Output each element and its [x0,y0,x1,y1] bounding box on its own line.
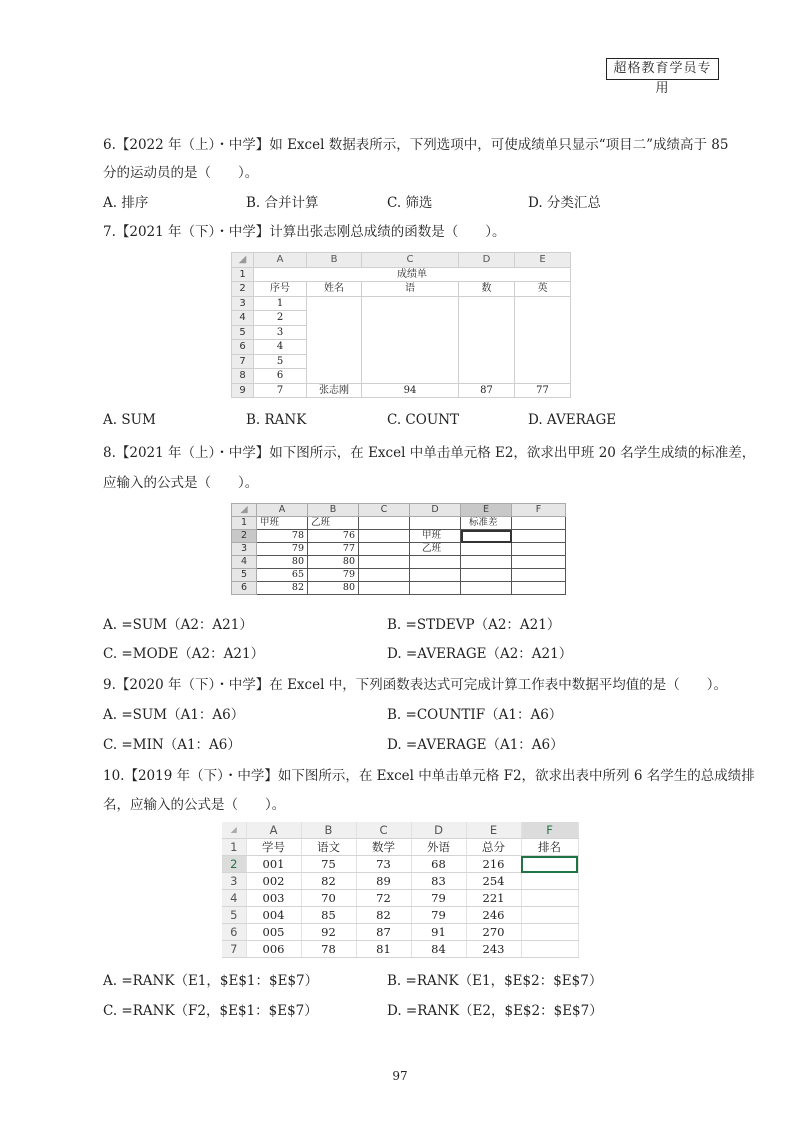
cell: 姓名 [307,282,362,297]
cell [512,543,566,556]
cell: 79 [308,569,359,582]
table-row [232,267,571,282]
table-row [222,941,578,958]
row-number: 4 [232,311,254,326]
cell: 002 [246,873,301,890]
cell [359,556,410,569]
cell [410,582,461,595]
col-header-c: C [356,822,411,839]
cell [521,890,578,907]
table-row [232,582,566,595]
cell: 72 [356,890,411,907]
cell: 003 [246,890,301,907]
col-header-f: F [512,504,566,517]
cell: 7 [254,383,307,398]
cell: 80 [257,556,308,569]
cell: 总分 [466,839,521,856]
q10-option-d: D. =RANK（E2，$E$2：$E$7） [387,1003,603,1019]
cell: 甲班 [410,530,461,543]
cell: 3 [254,325,307,340]
q6-option-d: D. 分类汇总 [528,195,601,211]
cell: 语 [362,282,459,297]
row-number: 3 [232,296,254,311]
cell [461,569,512,582]
cell: 乙班 [410,543,461,556]
cell: 221 [466,890,521,907]
cell [512,517,566,530]
row-number: 1 [232,517,257,530]
column-header-row [232,253,571,268]
q10-option-c: C. =RANK（F2，$E$1：$E$7） [103,1003,318,1019]
q7-option-c: C. COUNT [387,412,460,428]
q6-text-line2: 分的运动员的是（ ）。 [103,165,259,181]
row-number: 1 [232,267,254,282]
row-number: 7 [222,941,246,958]
col-header-d: D [410,504,461,517]
row-number: 5 [232,325,254,340]
table-row [232,543,566,556]
cell [410,556,461,569]
cell: 79 [257,543,308,556]
cell: 005 [246,924,301,941]
cell: 79 [411,890,466,907]
col-header-e: E [461,504,512,517]
cell: 270 [466,924,521,941]
q10-option-a: A. =RANK（E1，$E$1：$E$7） [103,973,319,989]
row-number: 3 [222,873,246,890]
cell: 张志刚 [307,383,362,398]
cell [359,517,410,530]
cell: 语文 [301,839,356,856]
q9-option-c: C. =MIN（A1：A6） [103,737,241,753]
cell: 83 [411,873,466,890]
cell: 76 [308,530,359,543]
q7-spreadsheet [231,252,571,398]
q6-text-line1: 6.【2022 年（上）・中学】如 Excel 数据表所示，下列选项中，可使成绩单只显示“项目二”成绩高于 85 [103,137,729,153]
cell: 87 [356,924,411,941]
col-header-a: A [257,504,308,517]
cell: 77 [308,543,359,556]
cell: 89 [356,873,411,890]
row-number: 2 [222,856,246,873]
table-row [222,890,578,907]
q9-option-a: A. =SUM（A1：A6） [103,707,245,723]
cell: 4 [254,340,307,355]
cell: 87 [459,383,515,398]
col-header-a: A [246,822,301,839]
table-title: 成绩单 [254,267,571,282]
cell: 79 [411,907,466,924]
cell [307,296,362,383]
cell [512,556,566,569]
q8-spreadsheet [231,503,566,595]
cell: 78 [301,941,356,958]
cell: 92 [301,924,356,941]
table-row [232,383,571,398]
cell: 216 [466,856,521,873]
cell [521,873,578,890]
cell [359,569,410,582]
cell [362,296,459,383]
col-header-b: B [301,822,356,839]
corner-cell: ◢ [232,504,257,517]
column-header-row [232,504,566,517]
cell: 排名 [521,839,578,856]
cell: 6 [254,369,307,384]
column-header-row [222,822,578,839]
cell: 94 [362,383,459,398]
table-row [232,282,571,297]
cell: 77 [515,383,571,398]
cell: 82 [301,873,356,890]
active-cell-e2[interactable] [461,530,512,543]
cell: 82 [356,907,411,924]
q8-text-line1: 8.【2021 年（上）・中学】如下图所示，在 Excel 中单击单元格 E2，欲求出甲班 20 名学生成绩的标准差， [103,445,756,461]
active-cell-f2[interactable] [521,856,578,873]
cell [521,941,578,958]
cell [461,543,512,556]
q7-option-b: B. RANK [246,412,307,428]
col-header-e: E [515,253,571,268]
cell: 2 [254,311,307,326]
cell [359,543,410,556]
q6-option-c: C. 筛选 [387,195,433,211]
col-header-d: D [459,253,515,268]
table-row [232,296,571,311]
cell: 75 [301,856,356,873]
row-number: 1 [222,839,246,856]
q9-text-line1: 9.【2020 年（下）・中学】在 Excel 中，下列函数表达式可完成计算工作表中数据平均值的是（ ）。 [103,677,727,693]
cell: 标准差 [461,517,512,530]
q8-text-line2: 应输入的公式是（ ）。 [103,475,259,491]
row-number: 4 [222,890,246,907]
cell: 004 [246,907,301,924]
cell [410,569,461,582]
table-row [222,873,578,890]
cell: 外语 [411,839,466,856]
q7-option-a: A. SUM [103,412,156,428]
cell [512,530,566,543]
corner-cell: ◢ [222,822,246,839]
q10-text-line1: 10.【2019 年（下）・中学】如下图所示，在 Excel 中单击单元格 F2，欲求出表中所列 6 名学生的总成绩排 [103,768,755,784]
cell: 英 [515,282,571,297]
cell: 73 [356,856,411,873]
cell: 乙班 [308,517,359,530]
header-tag: 超格教育学员专用 [606,58,719,80]
q9-option-b: B. =COUNTIF（A1：A6） [387,707,563,723]
corner-cell: ◢ [232,253,254,268]
q8-option-b: B. =STDEVP（A2：A21） [387,617,561,633]
cell: 80 [308,556,359,569]
cell [512,569,566,582]
row-number: 4 [232,556,257,569]
q9-option-d: D. =AVERAGE（A1：A6） [387,737,564,753]
row-number: 3 [232,543,257,556]
q10-spreadsheet [222,822,579,958]
cell: 5 [254,354,307,369]
cell: 学号 [246,839,301,856]
row-number: 5 [232,569,257,582]
cell [359,530,410,543]
table-row [222,907,578,924]
col-header-f: F [521,822,578,839]
row-number: 6 [232,340,254,355]
row-number: 9 [232,383,254,398]
cell [461,556,512,569]
q8-option-c: C. =MODE（A2：A21） [103,646,265,662]
table-row [222,839,578,856]
cell: 1 [254,296,307,311]
cell [410,517,461,530]
cell: 254 [466,873,521,890]
col-header-b: B [308,504,359,517]
q10-text-line2: 名，应输入的公式是（ ）。 [103,797,286,813]
table-row [232,569,566,582]
cell [521,924,578,941]
row-number: 7 [232,354,254,369]
col-header-c: C [359,504,410,517]
table-row [232,556,566,569]
table-row [222,856,578,873]
cell [521,907,578,924]
q7-option-d: D. AVERAGE [528,412,617,428]
cell: 85 [301,907,356,924]
cell: 68 [411,856,466,873]
row-number: 2 [232,530,257,543]
cell: 84 [411,941,466,958]
cell: 001 [246,856,301,873]
cell: 006 [246,941,301,958]
row-number: 2 [232,282,254,297]
row-number: 5 [222,907,246,924]
q7-text-line1: 7.【2021 年（下）・中学】计算出张志刚总成绩的函数是（ ）。 [103,224,506,240]
q6-option-a: A. 排序 [103,195,149,211]
q10-option-b: B. =RANK（E1，$E$2：$E$7） [387,973,603,989]
table-row [222,924,578,941]
cell: 80 [308,582,359,595]
col-header-d: D [411,822,466,839]
cell: 甲班 [257,517,308,530]
cell [459,296,515,383]
table-row [232,530,566,543]
col-header-b: B [307,253,362,268]
cell [512,582,566,595]
cell: 数学 [356,839,411,856]
cell: 246 [466,907,521,924]
cell: 序号 [254,282,307,297]
cell: 243 [466,941,521,958]
cell [359,582,410,595]
cell [515,296,571,383]
cell [461,582,512,595]
cell: 91 [411,924,466,941]
q8-option-d: D. =AVERAGE（A2：A21） [387,646,573,662]
row-number: 6 [222,924,246,941]
cell: 78 [257,530,308,543]
col-header-e: E [466,822,521,839]
cell: 82 [257,582,308,595]
cell: 81 [356,941,411,958]
cell: 65 [257,569,308,582]
cell: 数 [459,282,515,297]
row-number: 6 [232,582,257,595]
col-header-a: A [254,253,307,268]
q6-option-b: B. 合并计算 [246,195,319,211]
q8-option-a: A. =SUM（A2：A21） [103,617,253,633]
cell: 70 [301,890,356,907]
page-number: 97 [392,1069,408,1083]
col-header-c: C [362,253,459,268]
row-number: 8 [232,369,254,384]
table-row [232,517,566,530]
